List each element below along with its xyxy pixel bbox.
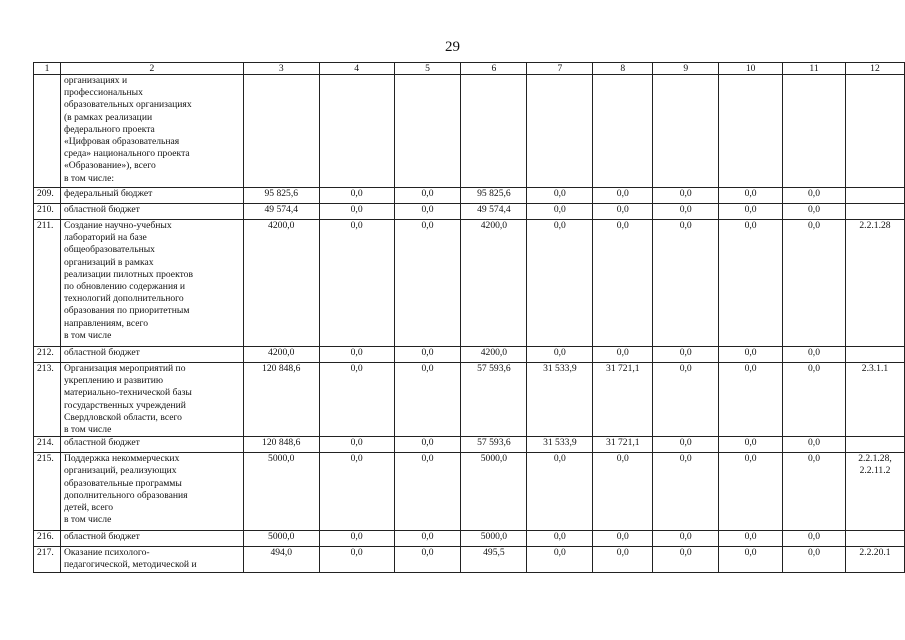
value-col-7: 0,0 [527,347,593,363]
budget-table [33,62,905,573]
column-header-4: 4 [319,63,394,75]
value-col-3: 494,0 [243,547,319,572]
description-line: (в рамках реализации [63,111,153,123]
column-header-12: 12 [845,63,904,75]
row-description [60,220,243,347]
description-line: дополнительного образования [63,489,188,501]
value-col-7: 0,0 [527,220,593,347]
value-col-3: 49 574,4 [243,204,319,220]
description-line: реализации пилотных проектов [63,268,193,280]
row-description [60,531,243,547]
value-col-5 [394,75,461,188]
description-line: областной бюджет [63,204,140,215]
value-col-9: 0,0 [653,204,719,220]
value-col-8: 0,0 [593,531,653,547]
value-col-5: 0,0 [394,363,461,437]
value-col-4: 0,0 [319,204,394,220]
value-col-7: 0,0 [527,531,593,547]
value-col-11: 0,0 [783,547,846,572]
row-number: 215. [34,453,61,531]
value-col-3: 95 825,6 [243,188,319,204]
row-number: 210. [34,204,61,220]
table-row [34,347,905,363]
program-code [845,437,904,453]
value-col-9: 0,0 [653,188,719,204]
value-col-7: 0,0 [527,204,593,220]
value-col-8: 31 721,1 [593,437,653,453]
value-col-10: 0,0 [719,204,783,220]
table-row [34,220,905,347]
value-col-8 [593,75,653,188]
value-col-4: 0,0 [319,531,394,547]
table-header [34,63,905,75]
row-number: 216. [34,531,61,547]
column-header-10: 10 [719,63,783,75]
value-col-11: 0,0 [783,347,846,363]
row-description [60,204,243,220]
description-line: образовательных организациях [63,99,192,111]
description-line: образования по приоритетным [63,305,190,317]
value-col-5: 0,0 [394,220,461,347]
value-col-8: 0,0 [593,453,653,531]
description-line: «Образование»), всего [63,160,156,172]
description-line: образовательные программы [63,477,182,489]
description-line: Создание научно-учебных [63,220,172,231]
row-number: 217. [34,547,61,572]
page-number: 29 [445,39,460,55]
description-line: среда» национального проекта [63,148,190,160]
row-description [60,363,243,437]
value-col-10: 0,0 [719,188,783,204]
value-col-7 [527,75,593,188]
description-line: детей, всего [63,502,114,514]
row-description [60,547,243,572]
value-col-3 [243,75,319,188]
value-col-10: 0,0 [719,363,783,437]
value-col-6: 4200,0 [461,220,527,347]
value-col-3: 5000,0 [243,531,319,547]
value-col-5: 0,0 [394,188,461,204]
value-col-10: 0,0 [719,547,783,572]
description-line: Поддержка некоммерческих [63,453,180,465]
table-row [34,363,905,437]
value-col-5: 0,0 [394,531,461,547]
value-col-9 [653,75,719,188]
value-col-6: 5000,0 [461,531,527,547]
header-row [34,63,905,75]
value-col-11: 0,0 [783,531,846,547]
description-line: в том числе: [63,172,114,184]
table-row [34,75,905,188]
program-code: 2.2.20.1 [845,547,904,572]
description-line: в том числе [63,514,112,526]
value-col-11: 0,0 [783,204,846,220]
description-line: Оказание психолого- [63,547,150,559]
value-col-5: 0,0 [394,547,461,572]
value-col-10: 0,0 [719,347,783,363]
column-header-8: 8 [593,63,653,75]
value-col-8: 31 721,1 [593,363,653,437]
value-col-9: 0,0 [653,547,719,572]
value-col-4: 0,0 [319,547,394,572]
value-col-9: 0,0 [653,437,719,453]
value-col-5: 0,0 [394,453,461,531]
description-line: материально-технической базы [63,387,192,399]
value-col-8: 0,0 [593,188,653,204]
description-line: организаций, реализующих [63,465,177,477]
description-line: Организация мероприятий по [63,363,186,374]
program-code [845,204,904,220]
column-header-6: 6 [461,63,527,75]
value-col-6: 49 574,4 [461,204,527,220]
program-code [845,347,904,363]
value-col-6: 495,5 [461,547,527,572]
value-col-9: 0,0 [653,531,719,547]
value-col-4: 0,0 [319,220,394,347]
value-col-4 [319,75,394,188]
description-line: технологий дополнительного [63,293,184,305]
value-col-6: 4200,0 [461,347,527,363]
description-line: направлениям, всего [63,317,149,329]
program-code: 2.2.1.28 [845,220,904,347]
value-col-5: 0,0 [394,437,461,453]
value-col-10: 0,0 [719,437,783,453]
description-line: в том числе [63,424,112,436]
row-number: 211. [34,220,61,347]
value-col-9: 0,0 [653,363,719,437]
row-number: 213. [34,363,61,437]
description-line: областной бюджет [63,347,140,358]
column-header-9: 9 [653,63,719,75]
value-col-11 [783,75,846,188]
value-col-11: 0,0 [783,453,846,531]
value-col-7: 0,0 [527,188,593,204]
description-line: Свердловской области, всего [63,411,182,423]
row-description [60,188,243,204]
value-col-4: 0,0 [319,363,394,437]
row-description [60,75,243,188]
table-row [34,531,905,547]
value-col-11: 0,0 [783,437,846,453]
program-code: 2.3.1.1 [845,363,904,437]
value-col-8: 0,0 [593,220,653,347]
value-col-4: 0,0 [319,347,394,363]
program-code [845,188,904,204]
value-col-4: 0,0 [319,437,394,453]
value-col-9: 0,0 [653,453,719,531]
description-line: областной бюджет [63,531,140,543]
value-col-11: 0,0 [783,363,846,437]
column-header-5: 5 [394,63,461,75]
table-body [34,75,905,573]
column-header-1: 1 [34,63,61,75]
table-row [34,547,905,572]
row-description [60,453,243,531]
description-line: государственных учреждений [63,399,186,411]
value-col-11: 0,0 [783,188,846,204]
value-col-6: 95 825,6 [461,188,527,204]
column-header-11: 11 [783,63,846,75]
description-line: «Цифровая образовательная [63,136,180,148]
table-row [34,437,905,453]
value-col-3: 5000,0 [243,453,319,531]
value-col-8: 0,0 [593,347,653,363]
program-code: 2.2.1.28, 2.2.11.2 [845,453,904,531]
value-col-6: 5000,0 [461,453,527,531]
value-col-6: 57 593,6 [461,363,527,437]
value-col-6 [461,75,527,188]
row-description [60,347,243,363]
value-col-9: 0,0 [653,220,719,347]
description-line: федерального проекта [63,123,155,135]
description-line: укреплению и развитию [63,375,164,387]
program-code [845,531,904,547]
row-number [34,75,61,188]
value-col-6: 57 593,6 [461,437,527,453]
column-header-7: 7 [527,63,593,75]
description-line: в том числе [63,329,112,341]
column-header-3: 3 [243,63,319,75]
value-col-3: 120 848,6 [243,363,319,437]
value-col-8: 0,0 [593,547,653,572]
program-code [845,75,904,188]
value-col-3: 4200,0 [243,347,319,363]
description-line: лабораторий на базе [63,232,147,244]
description-line: общеобразовательных [63,244,155,256]
description-line: организаций в рамках [63,256,154,268]
row-number: 212. [34,347,61,363]
row-description [60,437,243,453]
description-line: профессиональных [63,87,143,99]
row-number: 209. [34,188,61,204]
value-col-3: 4200,0 [243,220,319,347]
value-col-10 [719,75,783,188]
description-line: организациях и [63,75,128,86]
value-col-11: 0,0 [783,220,846,347]
value-col-4: 0,0 [319,453,394,531]
description-line: областной бюджет [63,437,140,449]
value-col-7: 0,0 [527,547,593,572]
value-col-5: 0,0 [394,204,461,220]
value-col-10: 0,0 [719,453,783,531]
table-row [34,188,905,204]
value-col-4: 0,0 [319,188,394,204]
table-row [34,453,905,531]
value-col-9: 0,0 [653,347,719,363]
value-col-7: 31 533,9 [527,437,593,453]
value-col-5: 0,0 [394,347,461,363]
description-line: педагогической, методической и [63,559,197,571]
description-line: федеральный бюджет [63,188,153,199]
value-col-3: 120 848,6 [243,437,319,453]
value-col-10: 0,0 [719,220,783,347]
value-col-10: 0,0 [719,531,783,547]
table-row [34,204,905,220]
value-col-7: 0,0 [527,453,593,531]
description-line: по обновлению содержания и [63,281,186,293]
value-col-8: 0,0 [593,204,653,220]
row-number: 214. [34,437,61,453]
column-header-2: 2 [60,63,243,75]
value-col-7: 31 533,9 [527,363,593,437]
